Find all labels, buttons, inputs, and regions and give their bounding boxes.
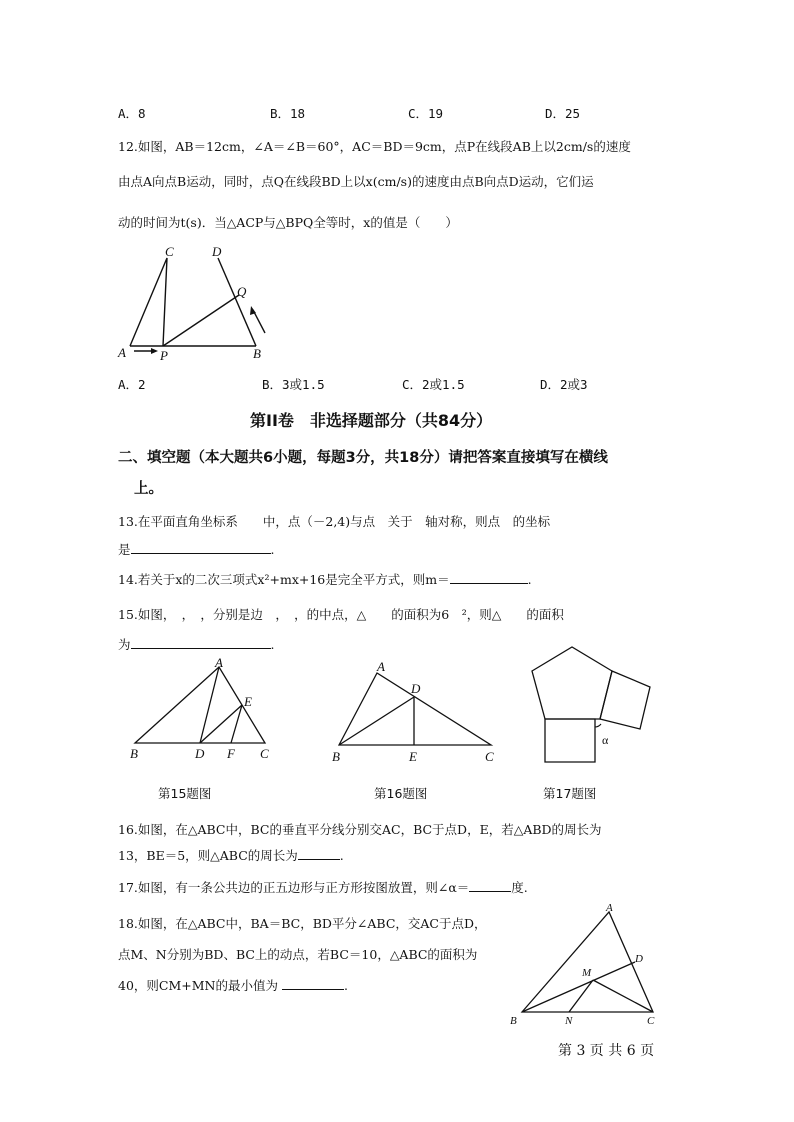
q12-label-q: Q <box>237 284 247 299</box>
fig17-label-alpha: α <box>602 733 609 747</box>
q16-line2: 13，BE＝5，则△ABC的周长为 . <box>118 848 344 863</box>
q14-text: 14.若关于x的二次三项式x²+mx+16是完全平方式，则m＝ <box>118 572 450 587</box>
q12-label-d: D <box>212 244 222 259</box>
q12-label-c: C <box>165 244 174 259</box>
q18-answer-blank[interactable] <box>282 977 344 990</box>
q16-answer-blank[interactable] <box>298 847 340 860</box>
q17-suffix: 度. <box>511 880 528 895</box>
fig16-caption: 第16题图 <box>374 786 428 801</box>
q13-line1: 13.在平面直角坐标系 中，点（－2,4)与点 关于 轴对称，则点 的坐标 <box>118 514 551 529</box>
q12-option-c: C．2或1.5 <box>402 377 465 392</box>
q14-line: 14.若关于x的二次三项式x²+mx+16是完全平方式，则m＝ . <box>118 572 532 587</box>
fig15-label-b: B <box>130 746 138 761</box>
q13-answer-blank[interactable] <box>131 541 271 554</box>
fig15-label-e: E <box>244 694 252 709</box>
q12-label-p: P <box>160 348 168 363</box>
fig16-label-a: A <box>377 659 385 674</box>
q17-text: 17.如图，有一条公共边的正五边形与正方形按图放置，则∠α＝ <box>118 880 470 895</box>
q18-line3: 40，则CM+MN的最小值为 . <box>118 978 348 993</box>
fig15-caption: 第15题图 <box>158 786 212 801</box>
q18-line2: 点M、N分别为BD、BC上的动点，若BC＝10，△ABC的面积为 <box>118 947 478 962</box>
fig15-label-f: F <box>227 746 235 761</box>
q12-label-b: B <box>253 346 261 361</box>
q11-option-a: A．8 <box>118 106 146 121</box>
q15-answer-blank[interactable] <box>131 636 271 649</box>
q16-line1: 16.如图，在△ABC中，BC的垂直平分线分别交AC，BC于点D，E，若△ABD的周长为 <box>118 822 602 837</box>
fig16-label-c: C <box>485 749 494 764</box>
fig18-figure <box>505 900 665 1032</box>
fig15-label-a: A <box>215 655 223 670</box>
section2-heading-line2: 上。 <box>134 481 163 497</box>
part2-title: 第II卷 非选择题部分（共84分） <box>250 411 493 430</box>
q12-line3: 动的时间为t(s)．当△ACP与△BPQ全等时，x的值是（ ） <box>118 215 458 230</box>
fig16-label-e: E <box>409 749 417 764</box>
fig18-label-a: A <box>606 902 613 914</box>
q11-option-c: C．19 <box>408 106 444 121</box>
fig15-label-c: C <box>260 746 269 761</box>
q13-line2-text: 是 <box>118 542 131 557</box>
q13-line2: 是 . <box>118 542 275 557</box>
q14-answer-blank[interactable] <box>450 571 528 584</box>
q16-line2-text: 13，BE＝5，则△ABC的周长为 <box>118 848 298 863</box>
fig16-figure <box>325 655 510 767</box>
q17-line <box>118 878 528 896</box>
fig18-label-m: M <box>582 967 592 979</box>
q18-line1: 18.如图，在△ABC中，BA＝BC，BD平分∠ABC，交AC于点D， <box>118 916 487 931</box>
q11-option-d: D．25 <box>545 106 581 121</box>
q12-figure <box>110 238 280 368</box>
fig15-label-d: D <box>195 746 205 761</box>
q15-line2-text: 为 <box>118 637 131 652</box>
q12-line1: 12.如图，AB＝12cm，∠A＝∠B＝60°，AC＝BD＝9cm，点P在线段AB上以2cm/s的速度 <box>118 139 631 154</box>
fig18-label-c: C <box>647 1015 655 1027</box>
fig16-label-d: D <box>411 681 421 696</box>
q15-line1: 15.如图， ， ，分别是边 ， ，的中点，△ 的面积为6 ²，则△ 的面积 <box>118 607 564 622</box>
fig16-label-b: B <box>332 749 340 764</box>
q18-line3-text: 40，则CM+MN的最小值为 <box>118 978 278 993</box>
q12-option-a: A．2 <box>118 377 146 392</box>
q12-option-d: D．2或3 <box>540 377 588 392</box>
fig17-figure <box>525 642 665 772</box>
fig18-label-n: N <box>565 1015 573 1027</box>
section2-heading-line1: 二、填空题（本大题共6小题，每题3分，共18分）请把答案直接填写在横线 <box>118 450 608 466</box>
q11-option-b: B．18 <box>270 106 306 121</box>
fig17-caption: 第17题图 <box>543 786 597 801</box>
fig15-figure <box>125 655 280 765</box>
q12-option-b: B．3或1.5 <box>262 377 325 392</box>
page-footer: 第 3 页 共 6 页 <box>558 1043 655 1059</box>
q15-line2: 为 . <box>118 637 275 652</box>
fig18-label-b: B <box>510 1015 517 1027</box>
fig18-label-d: D <box>635 953 643 965</box>
q12-label-a: A <box>118 345 126 360</box>
q17-answer-blank[interactable] <box>469 879 511 892</box>
q12-line2: 由点A向点B运动，同时，点Q在线段BD上以x(cm/s)的速度由点B向点D运动，它们运 <box>118 174 594 189</box>
